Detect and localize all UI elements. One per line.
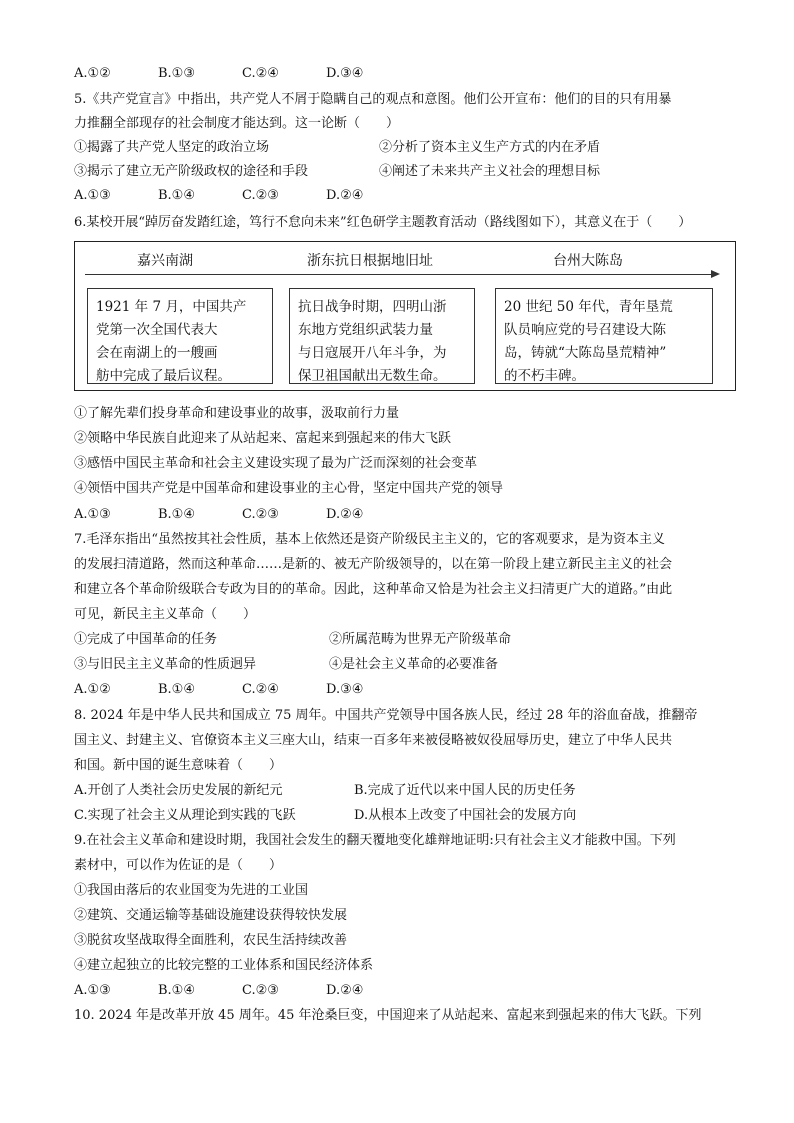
card-line: 1921 年 7 月，中国共产: [96, 299, 247, 315]
q5-item-4: ④阐述了未来共产主义社会的理想目标: [379, 164, 601, 179]
option-c: C.②④: [242, 682, 279, 697]
card-line: 舫中完成了最后议程。: [96, 368, 231, 384]
route-map: [74, 241, 736, 391]
card-line: 东地方党组织武装力量: [298, 322, 433, 338]
card-line: 保卫祖国献出无数生命。: [298, 368, 447, 384]
option-a: A.①③: [74, 188, 111, 203]
q6-item-2: ②领略中华民族自此迎来了从站起来、富起来到强起来的伟大飞跃: [74, 431, 452, 446]
q6-item-3: ③感悟中国民主革命和社会主义建设实现了最为广泛而深刻的社会变革: [74, 456, 478, 471]
q9-options: [74, 983, 410, 999]
q5-item-1: ①揭露了共产党人坚定的政治立场: [74, 140, 270, 155]
q8-stem-line2: 国主义、封建主义、官僚资本主义三座大山，结束一百多年来被侵略被奴役屈辱历史，建立了中华人民共: [74, 733, 673, 748]
q8-stem-line1: 8. 2024 年是中华人民共和国成立 75 周年。中国共产党领导中国各族人民，经过 28 年的浴血奋战，推翻帝: [74, 708, 698, 723]
q7-stem-line4: 可见，新民主主义革命（ ）: [74, 607, 257, 622]
q9-item-1: ①我国由落后的农业国变为先进的工业国: [74, 883, 309, 898]
q7-items-row2: [74, 657, 736, 673]
q7-item-3: ③与旧民主主义革命的性质迥异: [74, 657, 257, 672]
q8-options-row2: [74, 808, 736, 824]
card-zhedong: [289, 288, 475, 384]
q7-options: [74, 682, 410, 698]
prev-options: [74, 66, 410, 82]
q5-stem-line2: 力推翻全部现存的社会制度才能达到。这一论断（ ）: [74, 116, 400, 131]
card-line: 会在南湖上的一艘画: [96, 345, 218, 361]
q7-item-1: ①完成了中国革命的任务: [74, 632, 218, 647]
option-a: A.①③: [74, 507, 111, 522]
option-b: B.①④: [158, 507, 195, 522]
q5-items-row1: [74, 140, 736, 156]
q8-stem-line3: 和国。新中国的诞生意味着（ ）: [74, 758, 283, 773]
card-line: 的不朽丰碑。: [504, 368, 585, 384]
q8-options-row1: [74, 783, 736, 799]
option-d: D.②④: [326, 507, 364, 522]
option-d: D.③④: [326, 682, 364, 697]
option-c: C.②③: [242, 983, 279, 998]
q10-stem: 10. 2024 年是改革开放 45 周年。45 年沧桑巨变，中国迎来了从站起来、富起来到强起来的伟大飞跃。下列: [74, 1008, 702, 1023]
route-arrow-line: [85, 274, 713, 275]
card-line: 党第一次全国代表大: [96, 322, 218, 338]
place-taizhou: 台州大陈岛: [553, 253, 623, 269]
option-b: B.完成了近代以来中国人民的历史任务: [354, 783, 576, 798]
q9-item-4: ④建立起独立的比较完整的工业体系和国民经济体系: [74, 958, 374, 973]
option-a: A.①②: [74, 682, 111, 697]
card-line: 队员响应党的号召建设大陈: [504, 322, 666, 338]
card-line: 20 世纪 50 年代，青年垦荒: [504, 299, 673, 315]
option-c: C.实现了社会主义从理论到实践的飞跃: [74, 808, 296, 823]
option-a: A.①②: [74, 66, 111, 81]
place-jiaxing: 嘉兴南湖: [137, 253, 193, 269]
card-taizhou: [495, 288, 713, 384]
option-a: A.①③: [74, 983, 111, 998]
option-c: C.②③: [242, 188, 279, 203]
option-a: A.开创了人类社会历史发展的新纪元: [74, 783, 283, 798]
q7-item-2: ②所属范畴为世界无产阶级革命: [329, 632, 512, 647]
q9-item-2: ②建筑、交通运输等基础设施建设获得较快发展: [74, 908, 348, 923]
q6-item-4: ④领悟中国共产党是中国革命和建设事业的主心骨，坚定中国共产党的领导: [74, 481, 504, 496]
q7-items-row1: [74, 632, 736, 648]
route-arrow-head: [711, 270, 720, 278]
q7-stem-line3: 和建立各个革命阶级联合专政为目的的革命。因此，这种革命又恰是为社会主义扫清更广大的道路。”由此: [74, 582, 673, 597]
option-c: C.②③: [242, 507, 279, 522]
option-b: B.①④: [158, 682, 195, 697]
option-d: D.②④: [326, 188, 364, 203]
q6-item-1: ①了解先辈们投身革命和建设事业的故事，汲取前行力量: [74, 406, 400, 421]
option-b: B.①③: [158, 66, 195, 81]
option-d: D.②④: [326, 983, 364, 998]
q9-stem-line1: 9.在社会主义革命和建设时期，我国社会发生的翻天覆地变化雄辩地证明:只有社会主义才能救中国。下列: [74, 833, 676, 848]
q7-stem-line1: 7.毛泽东指出“虽然按其社会性质，基本上依然还是资产阶级民主主义的，它的客观要求，是为资本主义: [74, 532, 666, 547]
option-b: B.①④: [158, 983, 195, 998]
q5-stem-line1: 5.《共产党宣言》中指出，共产党人不屑于隐瞒自己的观点和意图。他们公开宣布：他们的目的只有用暴: [74, 92, 672, 107]
option-b: B.①④: [158, 188, 195, 203]
place-zhedong: 浙东抗日根据地旧址: [307, 253, 433, 269]
q5-items-row2: [74, 164, 736, 180]
q9-item-3: ③脱贫攻坚战取得全面胜利，农民生活持续改善: [74, 933, 348, 948]
option-c: C.②④: [242, 66, 279, 81]
q5-options: [74, 188, 410, 204]
q7-stem-line2: 的发展扫清道路，然而这种革命……是新的、被无产阶级领导的，以在第一阶段上建立新民主主义的社会: [74, 557, 673, 572]
q9-stem-line2: 素材中，可以作为佐证的是（ ）: [74, 858, 283, 873]
q7-item-4: ④是社会主义革命的必要准备: [329, 657, 499, 672]
option-d: D.从根本上改变了中国社会的发展方向: [354, 808, 577, 823]
card-line: 岛，铸就“大陈岛垦荒精神”: [504, 345, 667, 361]
q6-options: [74, 507, 410, 523]
q5-item-3: ③揭示了建立无产阶级政权的途径和手段: [74, 164, 309, 179]
card-line: 与日寇展开八年斗争，为: [298, 345, 447, 361]
q6-stem: 6.某校开展“踔厉奋发踏红途，笃行不怠向未来”红色研学主题教育活动（路线图如下），其意义在于（ ）: [74, 215, 692, 230]
q5-item-2: ②分析了资本主义生产方式的内在矛盾: [379, 140, 601, 155]
card-line: 抗日战争时期，四明山浙: [298, 299, 447, 315]
card-jiaxing: [87, 288, 273, 384]
option-d: D.③④: [326, 66, 364, 81]
